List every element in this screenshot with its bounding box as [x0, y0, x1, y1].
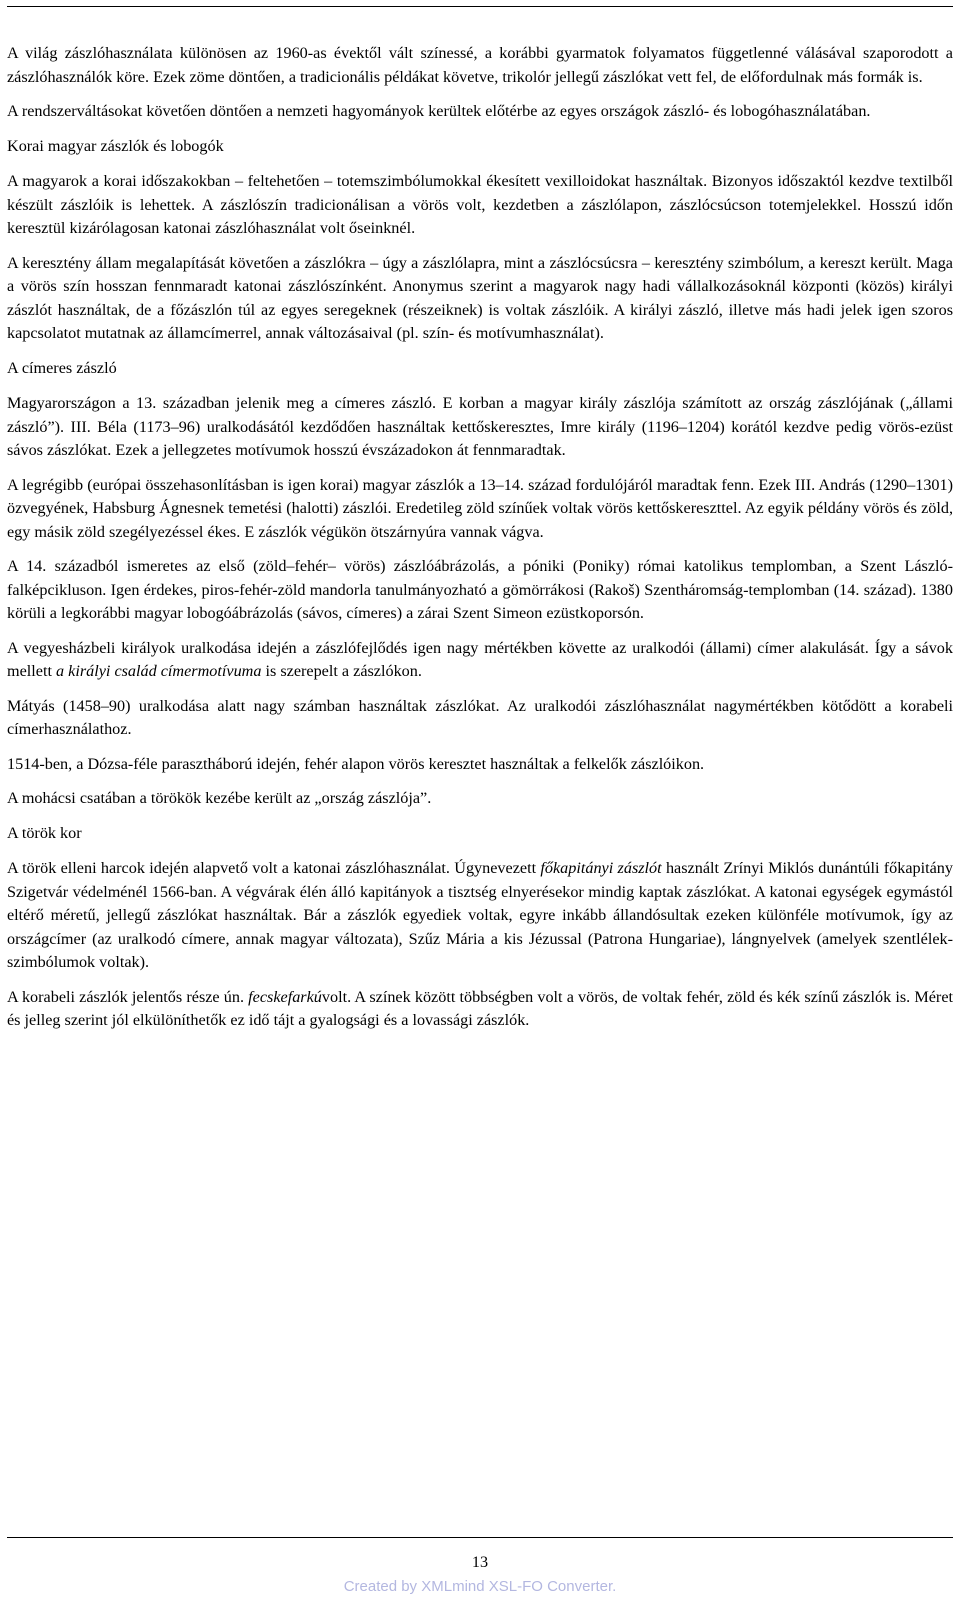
paragraph-13-text-after: volt. A színek között többségben volt a vörös, de voltak fehér, zöld és kék színű zászlók is. Méret és jelleg szerint jól elkülöníthetők ez idő tájt a gyalogsági és a lovassági zászlók.	[7, 987, 953, 1029]
paragraph-12-text-before: A török elleni harcok idején alapvető volt a katonai zászlóhasználat. Úgynevezett	[7, 859, 541, 877]
paragraph-13-text-before: A korabeli zászlók jelentős része ún.	[7, 987, 249, 1006]
paragraph-7: A 14. századból ismeretes az első (zöld–fehér– vörös) zászlóábrázolás, a póniki (Poniky) római katolikus templomban, a Szent László-falképcikluson. Igen érdekes, piros-fehér-zöld mandorla tanulmányozható a gömörrákosi (Rakoš) Szentháromság-templomban (14. század). 1380 körüli a legkorábbi magyar lobogóábrázolás (sávos, címeres) a zárai Szent Simeon ezüstkoporsón.	[7, 557, 953, 622]
paragraph-4: A keresztény állam megalapítását követően a zászlókra – úgy a zászlólapra, mint a zászlócsúcsra – keresztény szimbólum, a kereszt került. Maga a vörös szín hosszan fennmaradt katonai zászlószínként. Anonymus szerint a magyarok nagy hadi vállalkozásoknál központi (közös) királyi zászlót használtak, de a főzászlón túl az egyes seregeknek (részeiknek) is voltak zászlóik. A királyi zászló, illetve más hadi jelek igen szoros kapcsolatot mutatnak az államcímerrel, annak változásaival (pl. szín- és motívumhasználat).	[7, 253, 953, 342]
paragraph-8-text-before: A vegyesházbeli királyok uralkodása idején a zászlófejlődés igen nagy mértékben követte az uralkodói (állami) címer alakulását. Így a sávok mellett	[7, 638, 953, 680]
paragraph-12	[7, 857, 953, 975]
document-body	[7, 42, 953, 1044]
paragraph-10: 1514-ben, a Dózsa-féle parasztháború idején, fehér alapon vörös keresztet használtak a felkelők zászlóikon.	[7, 754, 705, 773]
paragraph-8	[7, 637, 953, 684]
paragraph-5: Magyarországon a 13. században jelenik meg a címeres zászló. E korban a magyar király zászlója számított az ország zászlójának („állami zászló”). III. Béla (1173–96) uralkodásától kezdődően használtak kettőskeresztes, Imre király (1196–1204) korától kezdve pedig vörös-ezüst sávos zászlókat. Ezek a jellegzetes motívumok hosszú évszázadokon át fennmaradtak.	[7, 394, 953, 459]
paragraph-8-emphasis: a királyi család címermotívuma	[56, 662, 262, 680]
section-heading-coat-of-arms-flag: A címeres zászló	[7, 358, 117, 377]
header-rule	[7, 6, 953, 7]
paragraph-12-emphasis: főkapitányi zászlót	[540, 859, 662, 877]
section-heading-turkish-era: A török kor	[7, 823, 82, 842]
page-number: 13	[471, 1553, 489, 1571]
paragraph-8-text-after: is szerepelt a zászlókon.	[261, 662, 422, 680]
footer-rule	[7, 1537, 953, 1538]
converter-watermark: Created by XMLmind XSL-FO Converter.	[343, 1578, 617, 1595]
paragraph-9: Mátyás (1458–90) uralkodása alatt nagy számban használtak zászlókat. Az uralkodói zászlóhasználat nagymértékben kötődött a korabeli címerhasználathoz.	[7, 696, 953, 738]
section-heading-early-flags: Korai magyar zászlók és lobogók	[7, 136, 224, 155]
paragraph-6: A legrégibb (európai összehasonlításban is igen korai) magyar zászlók a 13–14. század fordulójáról maradtak fenn. Ezek III. András (1290–1301) özvegyének, Habsburg Ágnesnek temetési (halotti) zászlói. Eredetileg zöld színűek voltak vörös kettőskereszttel. Az egyik példány vörös és zöld, egy másik zöld szegélyezéssel ékes. E zászlók végükön ötszárnyúra vannak vágva.	[7, 475, 953, 541]
paragraph-11: A mohácsi csatában a törökök kezébe került az „ország zászlója”.	[7, 789, 432, 807]
paragraph-2: A rendszerváltásokat követően döntően a nemzeti hagyományok kerültek előtérbe az egyes országok zászló- és lobogóhasználatában.	[7, 102, 871, 120]
paragraph-12-text-after: használt Zrínyi Miklós dunántúli főkapitány Szigetvár védelménél 1566-ban. A végvárak élén álló kapitányok a tisztség elnyerésekor mindig kaptak zászlókat. A katonai egységek egymástól eltérő méretű, jellegű zászlókat használtak. Bár a zászlók egyediek voltak, egyre inkább állandósultak ezeken különféle motívumok, így az országcímer (az uralkodó címere, annak magyar változata), Szűz Mária a kis Jézussal (Patrona Hungariae), lángnyelvek (amelyek szentlélek-szimbólumok voltak).	[7, 859, 953, 971]
paragraph-13-emphasis: fecskefarkú	[248, 987, 322, 1006]
paragraph-1: A világ zászlóhasználata különösen az 1960-as évektől vált színessé, a korábbi gyarmatok folyamatos függetlenné válásával szaporodott a zászlóhasználók köre. Ezek zöme döntően, a tradicionális példákat követve, trikolór jellegű zászlókat vett fel, de előfordulnak más formák is.	[7, 44, 953, 86]
paragraph-3: A magyarok a korai időszakokban – feltehetően – totemszimbólumokkal ékesített vexilloidokat használtak. Bizonyos időszaktól kezdve textilből készült zászlóik is lehettek. A zászlószín tradicionálisan a vörös volt, kezdetben a zászlólapon, zászlócsúcson totemjelekkel. Hosszú időn keresztül kizárólagosan katonai zászlóhasználat volt őseinknél.	[7, 172, 953, 237]
paragraph-13	[7, 986, 953, 1033]
